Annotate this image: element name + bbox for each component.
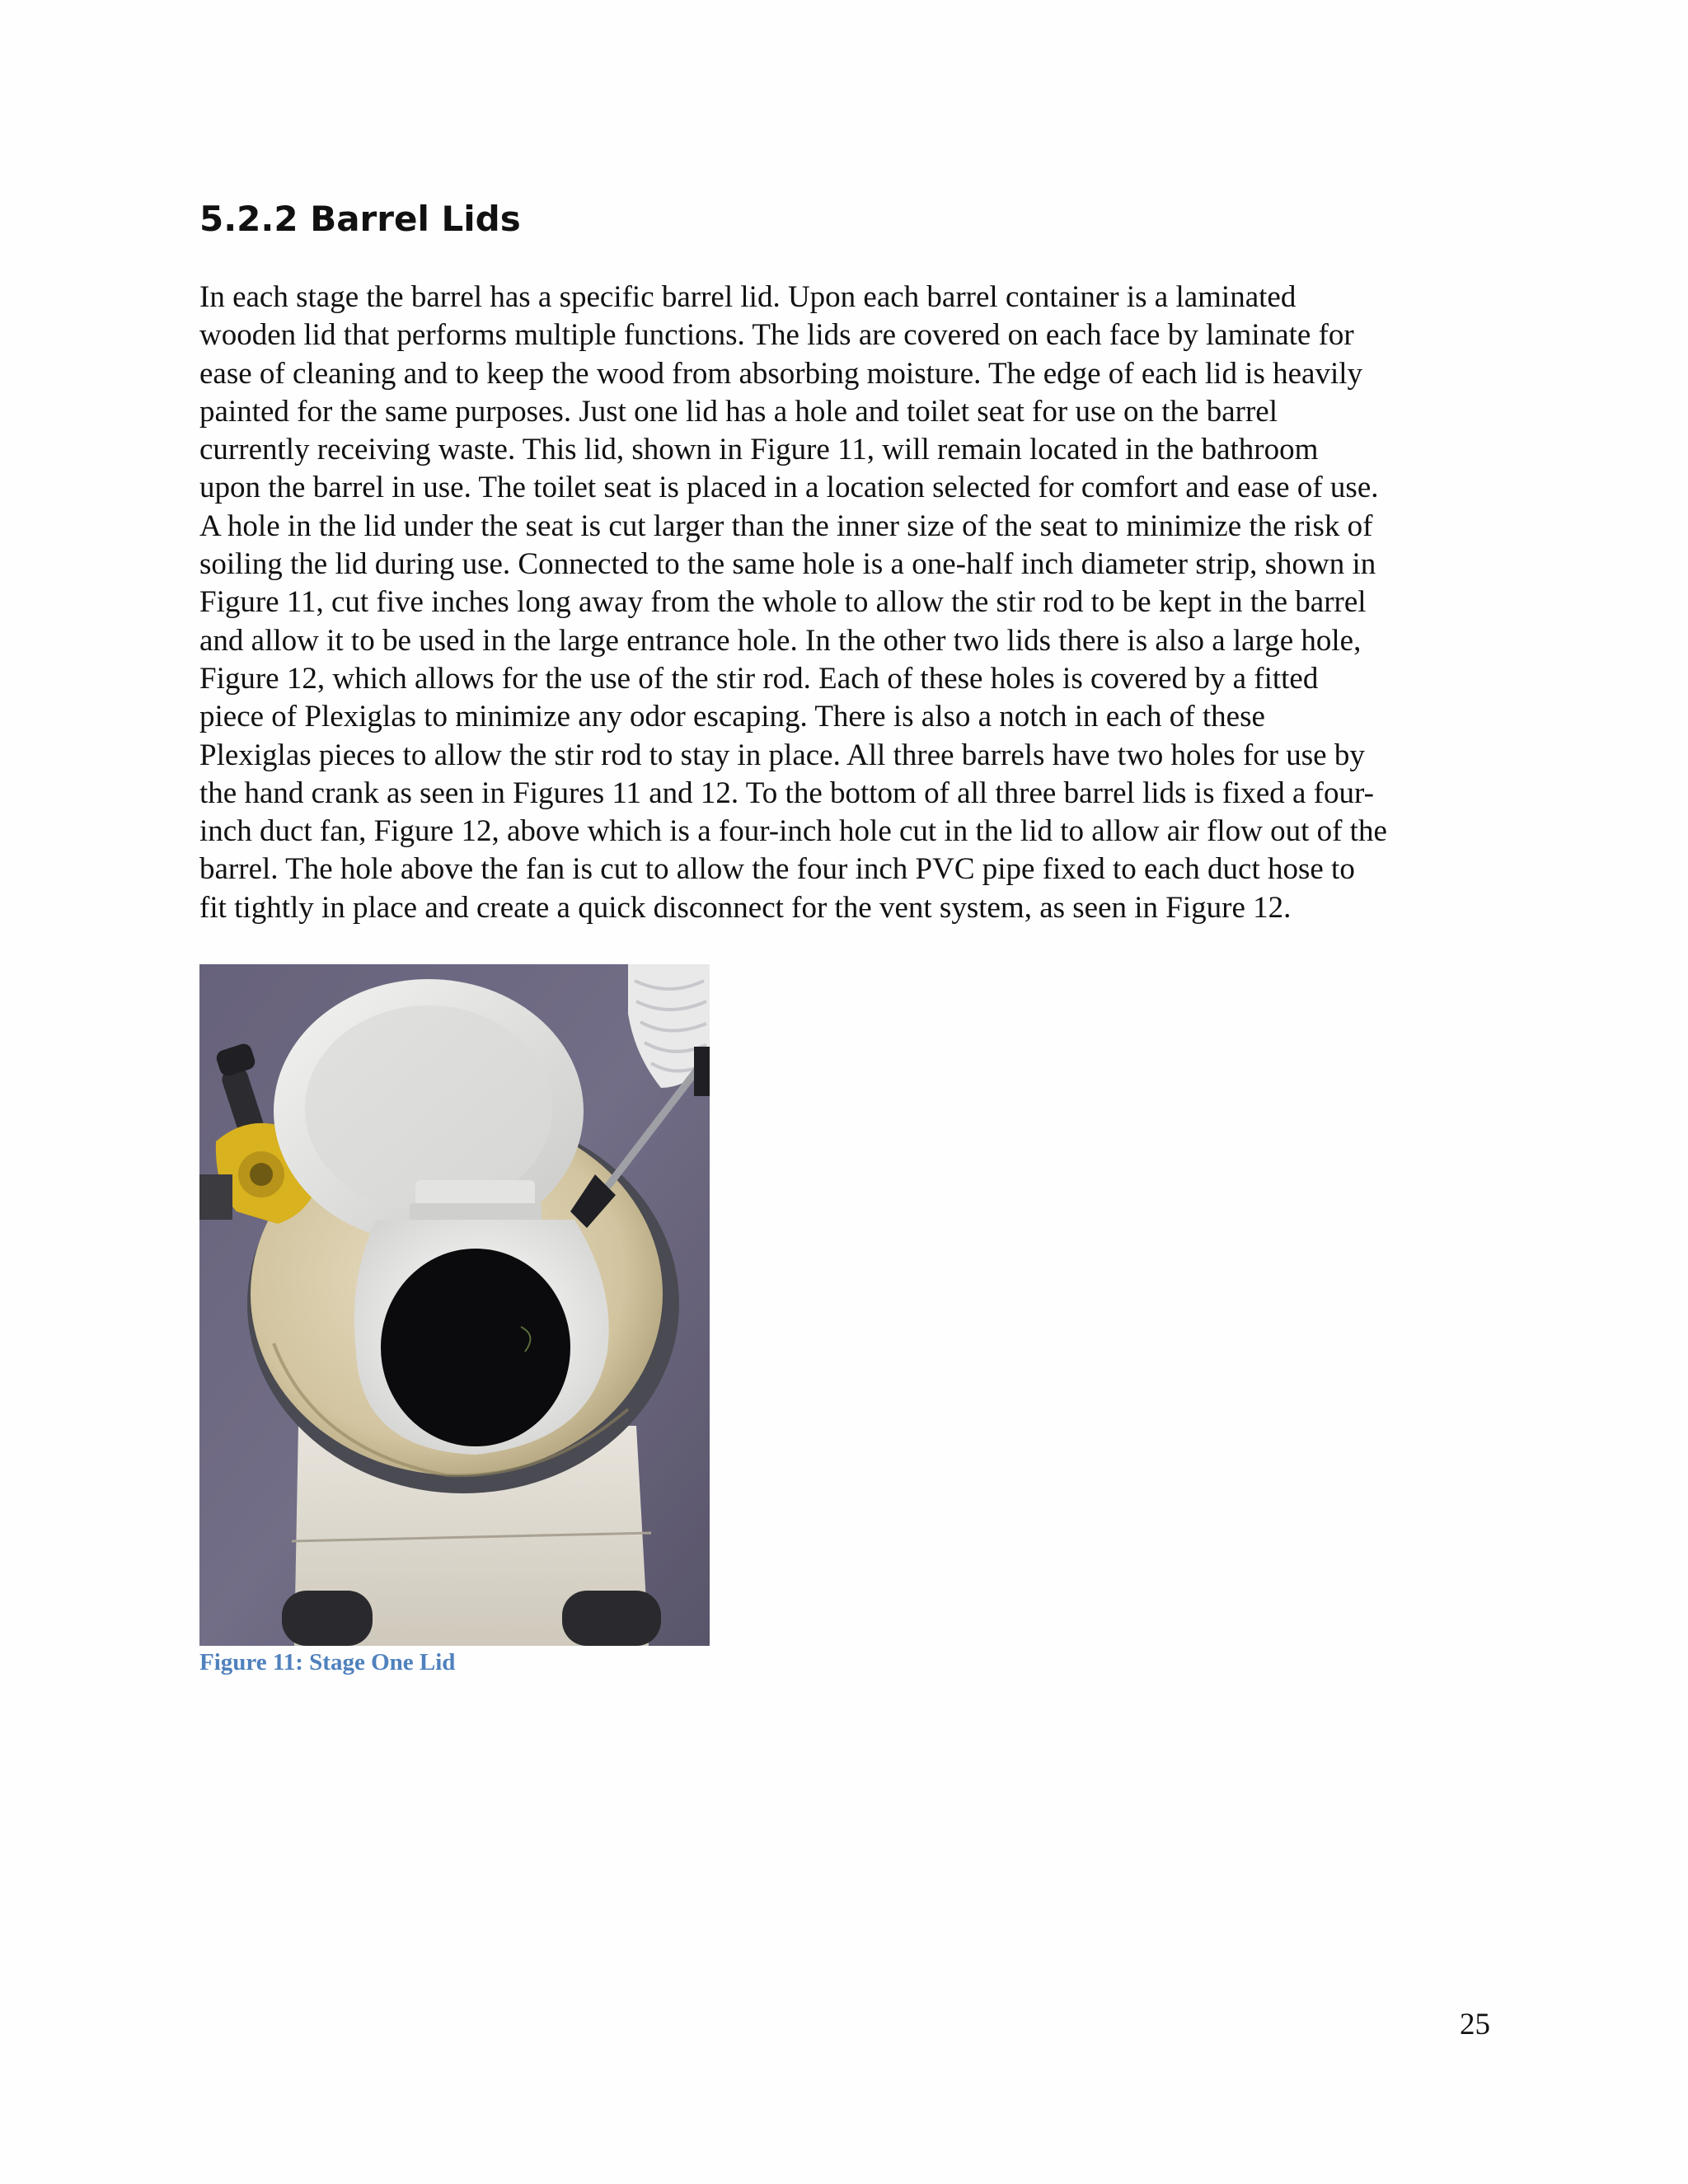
section-heading: 5.2.2 Barrel Lids — [199, 199, 521, 239]
body-paragraph — [199, 279, 1493, 927]
paragraph-line: ease of cleaning and to keep the wood from absorbing moisture. The edge of each lid is heavily — [199, 356, 1363, 391]
page-number: 25 — [1460, 2008, 1490, 2041]
paragraph-line: barrel. The hole above the fan is cut to allow the four inch PVC pipe fixed to each duct hose to — [199, 852, 1355, 887]
paragraph-line: inch duct fan, Figure 12, above which is a four-inch hole cut in the lid to allow air flow out of the — [199, 814, 1387, 849]
paragraph-line: Figure 11, cut five inches long away from the whole to allow the stir rod to be kept in the barrel — [199, 585, 1367, 620]
paragraph-line: painted for the same purposes. Just one lid has a hole and toilet seat for use on the barrel — [199, 394, 1278, 429]
paragraph-line: fit tightly in place and create a quick disconnect for the vent system, as seen in Figure 12. — [199, 890, 1292, 925]
paragraph-line: wooden lid that performs multiple functions. The lids are covered on each face by laminate for — [199, 318, 1354, 353]
figure-caption: Figure 11: Stage One Lid — [199, 1649, 456, 1675]
paragraph-line: and allow it to be used in the large entrance hole. In the other two lids there is also a large hole, — [199, 623, 1362, 658]
paragraph-line: the hand crank as seen in Figures 11 and 12. To the bottom of all three barrel lids is fixed a four- — [199, 776, 1374, 810]
paragraph-line: currently receiving waste. This lid, shown in Figure 11, will remain located in the bathroom — [199, 433, 1319, 467]
paragraph-line: A hole in the lid under the seat is cut larger than the inner size of the seat to minimize the risk of — [199, 509, 1373, 543]
paragraph-line: In each stage the barrel has a specific barrel lid. Upon each barrel container is a laminated — [199, 280, 1296, 314]
paragraph-line: Figure 12, which allows for the use of the stir rod. Each of these holes is covered by a fitted — [199, 661, 1319, 696]
figure-photo-stage-one-lid — [199, 964, 710, 1646]
paragraph-line: Plexiglas pieces to allow the stir rod to stay in place. All three barrels have two holes for use by — [199, 738, 1365, 772]
toilet-lid-photo — [199, 964, 710, 1646]
paragraph-line: piece of Plexiglas to minimize any odor escaping. There is also a notch in each of these — [199, 700, 1265, 734]
paragraph-line: upon the barrel in use. The toilet seat is placed in a location selected for comfort and ease of use. — [199, 471, 1379, 505]
paragraph-line: soiling the lid during use. Connected to the same hole is a one-half inch diameter strip, shown in — [199, 547, 1376, 582]
